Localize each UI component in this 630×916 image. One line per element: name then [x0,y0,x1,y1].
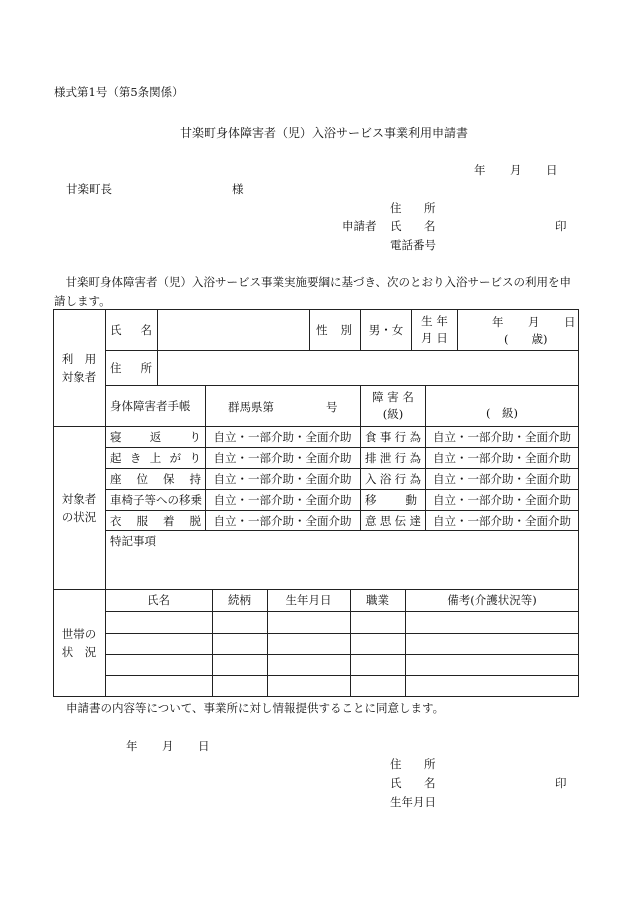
status-section-label: 対象者 の状況 [61,491,97,524]
date-bottom-month: 月 [162,739,174,753]
status-right-item-label: 排 泄 行 為 [365,451,421,465]
applicant-name-label-1: 氏 [390,219,402,233]
status-right-options[interactable]: 自立・一部介助・全面介助 [433,472,571,486]
household-cell[interactable] [268,612,350,632]
status-left-options[interactable]: 自立・一部介助・全面介助 [213,472,352,486]
status-right-item-label: 移 動 [365,493,417,507]
user-gender-label: 性 別 [316,322,352,337]
user-section-label-line2: 対象者 [61,369,97,384]
applicant-address-label-2: 所 [424,201,436,215]
addressee-name: 甘楽町長 [66,182,112,196]
status-right-options[interactable]: 自立・一部介助・全面介助 [433,451,571,465]
user-address-label: 住 所 [110,360,152,375]
applicant-address-label-1: 住 [390,201,402,215]
household-cell[interactable] [351,634,405,654]
date-bottom-year: 年 [126,739,138,753]
household-cell[interactable] [106,634,212,654]
status-left-item-label: 車椅子等への移乗 [110,493,202,507]
status-left-options[interactable]: 自立・一部介助・全面介助 [213,430,352,444]
applicant-name-label-2: 名 [424,219,436,233]
household-header-name: 氏名 [147,593,170,607]
user-birth-month: 月 [528,315,540,329]
notes-label: 特記事項 [110,534,156,548]
household-cell[interactable] [106,612,212,632]
household-section-label: 世帯の 状 況 [61,627,97,659]
status-left-options[interactable]: 自立・一部介助・全面介助 [213,451,352,465]
household-header-birthdate: 生年月日 [285,593,332,607]
signer-address-label-1: 住 [390,757,402,771]
consent-text: 申請書の内容等について、事業所に対し情報提供することに同意します。 [66,701,445,715]
household-cell[interactable] [213,612,267,632]
handbook-number-field[interactable] [206,386,359,425]
household-cell[interactable] [213,634,267,654]
status-left-item-label: 衣 服 着 脱 [110,514,201,528]
household-cell[interactable] [106,655,212,675]
status-right-options[interactable]: 自立・一部介助・全面介助 [433,514,571,528]
applicant-label: 申請者 [342,219,377,233]
handbook-suffix: 号 [326,400,338,414]
status-right-item-label: 食 事 行 為 [365,430,421,444]
page-title: 甘楽町身体障害者（児）入浴サービス事業利用申請書 [180,126,469,140]
status-left-options[interactable]: 自立・一部介助・全面介助 [213,493,352,507]
household-cell[interactable] [213,655,267,675]
signer-seal: 印 [555,776,567,790]
household-cell[interactable] [351,676,405,696]
signer-birth-label: 生年月日 [390,795,436,809]
household-cell[interactable] [351,655,405,675]
status-right-options[interactable]: 自立・一部介助・全面介助 [433,493,571,507]
disability-grade: ( 級) [486,406,518,420]
signer-name-label-1: 氏 [390,776,402,790]
user-gender-value[interactable]: 男・女 [368,322,404,337]
signer-address-label-2: 所 [424,757,436,771]
user-birth-year: 年 [492,315,504,329]
applicant-seal: 印 [555,219,567,233]
household-cell[interactable] [351,612,405,632]
household-cell[interactable] [268,655,350,675]
user-birth-field[interactable] [458,310,578,349]
household-header-relation: 続柄 [228,593,251,607]
household-header-occupation: 職業 [366,593,389,607]
date-top-year: 年 [474,163,486,177]
disability-label: 障 害 名 (級) [372,389,414,421]
household-cell[interactable] [106,676,212,696]
applicant-phone-label: 電話番号 [390,238,436,252]
form-number: 様式第1号（第5条関係） [54,85,184,99]
household-cell[interactable] [213,676,267,696]
handbook-prefix: 群馬県第 [228,400,274,414]
user-birth-label: 生 年 月 日 [421,313,448,345]
status-right-item-label: 入 浴 行 為 [365,472,421,486]
household-header-remarks: 備考(介護状況等) [447,593,537,607]
date-top-day: 日 [546,163,558,177]
user-address-field[interactable] [158,351,578,384]
date-top-month: 月 [510,163,522,177]
household-cell[interactable] [406,634,578,654]
addressee-honorific: 様 [232,182,244,196]
user-birth-day: 日 [564,315,576,329]
user-section-label [53,309,105,426]
status-left-item-label: 寝 返 り [110,430,201,444]
status-left-options[interactable]: 自立・一部介助・全面介助 [213,514,352,528]
status-left-item-label: 座 位 保 持 [110,472,201,486]
handbook-label: 身体障害者手帳 [110,398,191,413]
date-bottom-day: 日 [198,739,210,753]
status-right-item-label: 意 思 伝 達 [365,514,421,528]
status-right-options[interactable]: 自立・一部介助・全面介助 [433,430,571,444]
household-cell[interactable] [268,634,350,654]
household-cell[interactable] [268,676,350,696]
user-age: ( 歳) [504,332,548,346]
household-cell[interactable] [406,612,578,632]
intro-line-1: 甘楽町身体障害者（児）入浴サービス事業実施要綱に基づき、次のとおり入浴サービスの利用を申 [54,275,572,289]
household-cell[interactable] [406,676,578,696]
notes-field[interactable] [106,550,578,588]
household-cell[interactable] [406,655,578,675]
user-section-label-line1: 利 用 [61,351,97,366]
disability-field[interactable] [426,386,578,425]
signer-name-label-2: 名 [424,776,436,790]
user-name-field[interactable] [158,310,308,349]
status-left-item-label: 起 き 上 が り [110,451,201,465]
intro-line-2: 請します。 [54,294,111,308]
user-name-label: 氏 名 [110,322,152,337]
